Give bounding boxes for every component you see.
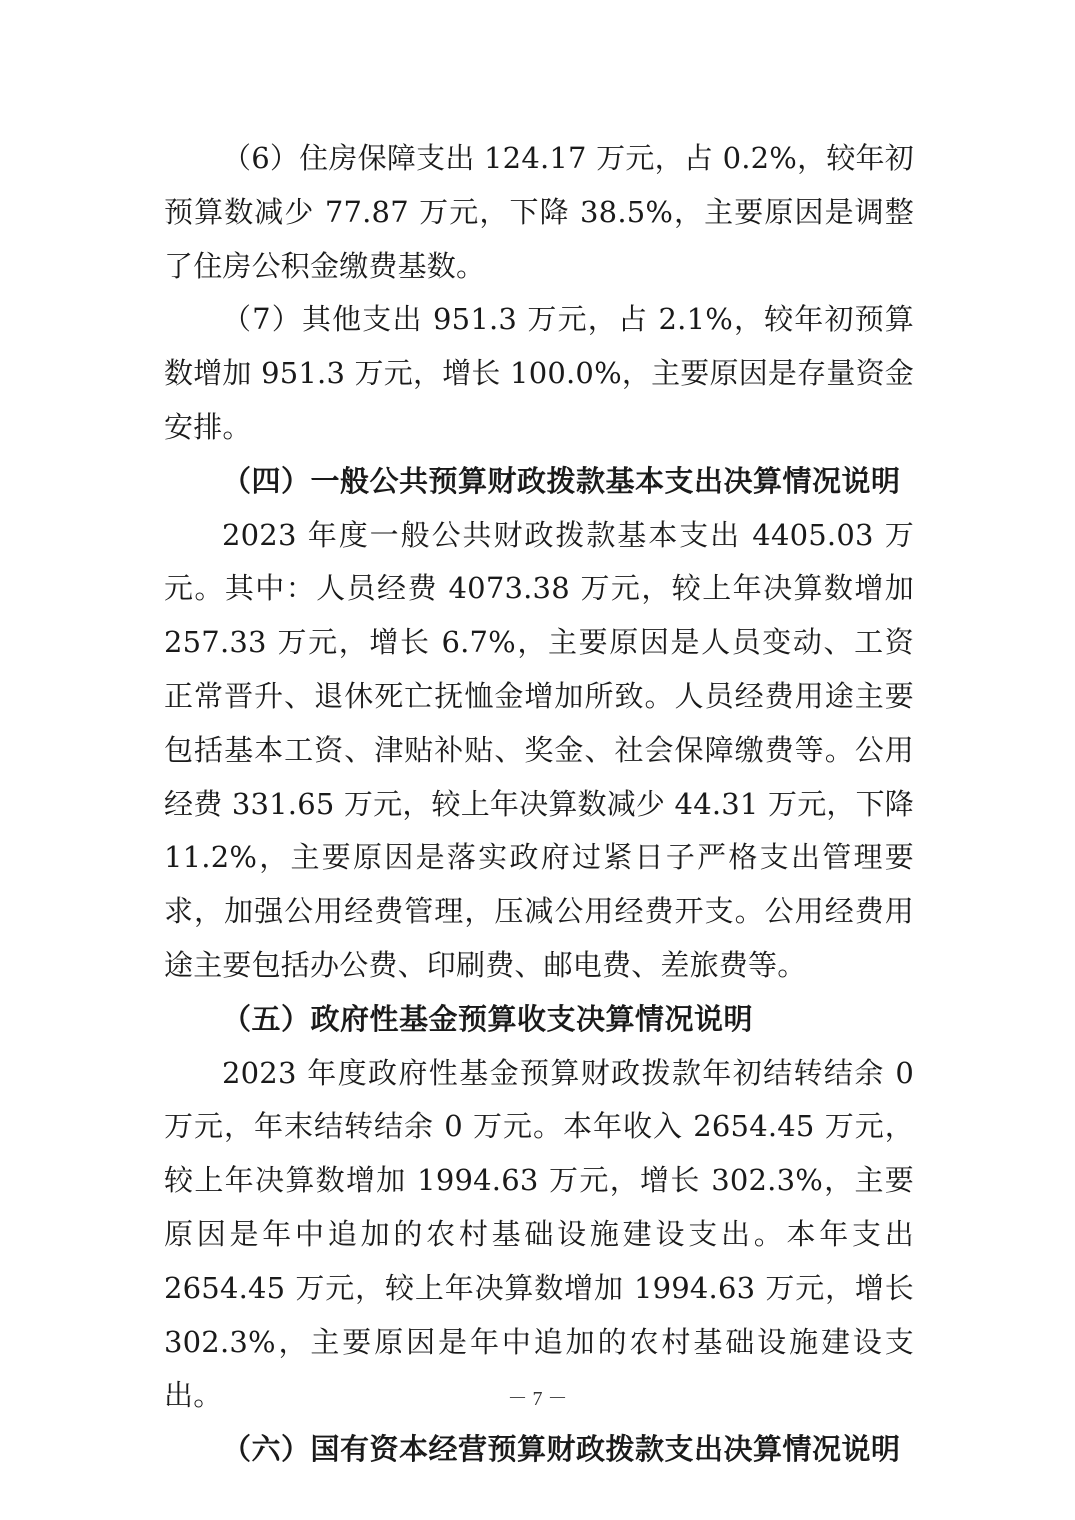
paragraph-other-expenditure: （7）其他支出 951.3 万元，占 2.1%，较年初预算数增加 951.3 万元，增长 100.0%，主要原因是存量资金安排。: [164, 302, 914, 444]
section-heading-state-capital: （六）国有资本经营预算财政拨款支出决算情况说明: [222, 1432, 901, 1467]
section-heading-government-fund: （五）政府性基金预算收支决算情况说明: [222, 1001, 754, 1036]
paragraph-housing-expenditure: （6）住房保障支出 124.17 万元，占 0.2%，较年初预算数减少 77.87 万元，下降 38.5%，主要原因是调整了住房公积金缴费基数。: [164, 141, 914, 283]
section-heading-basic-expenditure: （四）一般公共预算财政拨款基本支出决算情况说明: [222, 463, 901, 498]
paragraph-basic-expenditure: 2023 年度一般公共财政拨款基本支出 4405.03 万元。其中：人员经费 4073.38 万元，较上年决算数增加 257.33 万元，增长 6.7%，主要原因是人员变动、工资正常晋升、退休死亡抚恤金增加所致。人员经费用途主要包括基本工资、津贴补贴、奖金、社会保障缴费等。公用经费 331.65 万元，较上年决算数减少 44.31 万元，下降 11.2%，主要原因是落实政府过紧日子严格支出管理要求，加强公用经费管理，压减公用经费开支。公用经费用途主要包括办公费、印刷费、邮电费、差旅费等。: [164, 517, 914, 982]
paragraph-government-fund: 2023 年度政府性基金预算财政拨款年初结转结余 0 万元，年末结转结余 0 万元。本年收入 2654.45 万元，较上年决算数增加 1994.63 万元，增长 302.3%，主要原因是年中追加的农村基础设施建设支出。本年支出 2654.45 万元，较上年决算数增加 1994.63 万元，增长 302.3%，主要原因是年中追加的农村基础设施建设支出。: [164, 1055, 914, 1413]
document-body: [164, 132, 914, 1477]
page-number: － 7 －: [507, 1388, 568, 1410]
